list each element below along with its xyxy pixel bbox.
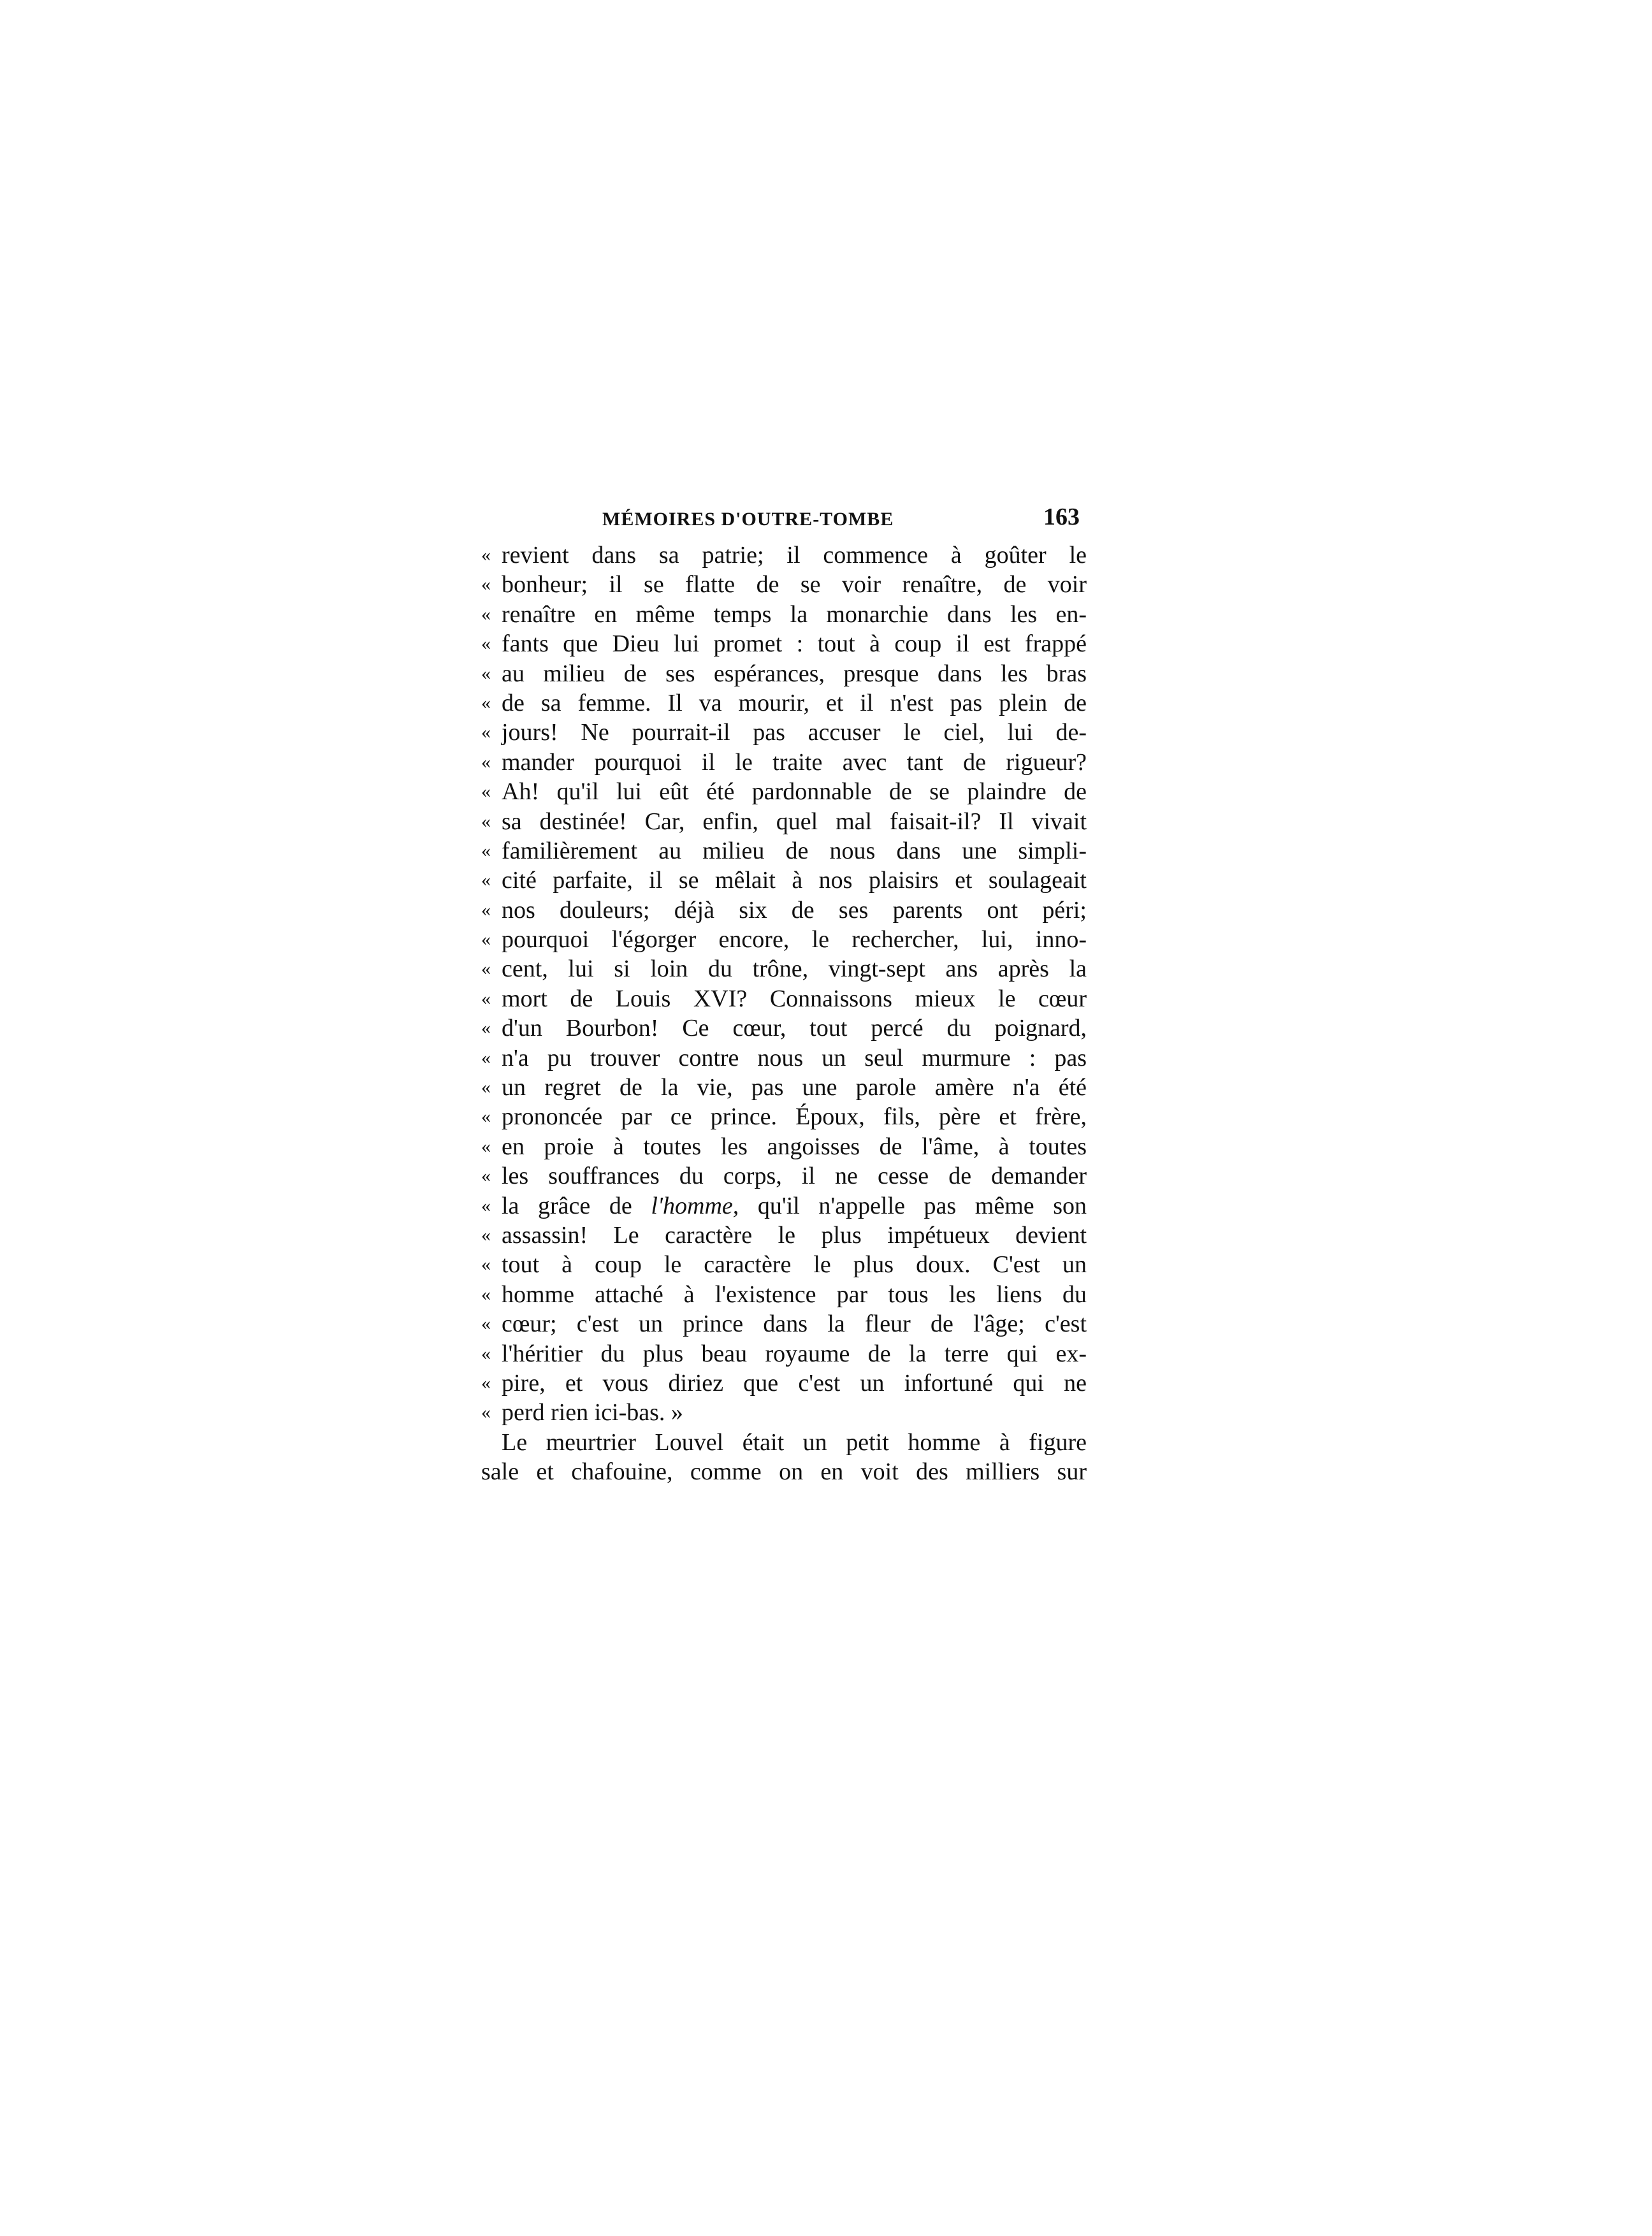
paragraph-line	[481, 1428, 1087, 1457]
quote-line-text: renaître en même temps la monarchie dans les en-	[502, 600, 1087, 628]
quote-line	[481, 629, 1087, 658]
quote-line-text: un regret de la vie, pas une parole amère n'a été	[502, 1074, 1087, 1101]
quote-line-text: nos douleurs; déjà six de ses parents ont péri;	[502, 896, 1087, 924]
quote-line	[481, 1102, 1087, 1131]
quote-line	[481, 600, 1087, 629]
quotation-mark: «	[481, 1224, 491, 1245]
quote-line-text: perd rien ici-bas. »	[502, 1399, 683, 1427]
quote-line-text: bonheur; il se flatte de se voir renaître, de voir	[502, 571, 1087, 599]
quote-line-text: mort de Louis XVI? Connaissons mieux le cœur	[502, 985, 1087, 1012]
quote-line-text: l'héritier du plus beau royaume de la terre qui ex-	[502, 1340, 1087, 1367]
quotation-mark: «	[481, 1313, 491, 1335]
quote-line	[481, 1043, 1087, 1073]
quote-line-text: cent, lui si loin du trône, vingt-sept ans après la	[502, 955, 1087, 983]
quote-line	[481, 925, 1087, 954]
quotation-mark: «	[481, 987, 491, 1009]
quotation-mark: «	[481, 1135, 491, 1157]
quotation-mark: «	[481, 633, 491, 655]
quotation-mark: «	[481, 1372, 491, 1393]
quotation-mark: «	[481, 1077, 491, 1098]
quote-line	[481, 1221, 1087, 1250]
quotation-mark: «	[481, 603, 491, 625]
quote-line	[481, 984, 1087, 1013]
quote-line-text: n'a pu trouver contre nous un seul murmure : pas	[502, 1044, 1087, 1071]
italic-phrase: l'homme,	[651, 1192, 739, 1219]
quote-line	[481, 1132, 1087, 1161]
quote-line	[481, 1073, 1087, 1102]
quote-line	[481, 1398, 1087, 1427]
page-number: 163	[1043, 504, 1080, 530]
running-title: MÉMOIRES D'OUTRE-TOMBE	[602, 509, 894, 530]
quote-line	[481, 807, 1087, 836]
quote-line	[481, 866, 1087, 895]
quote-line	[481, 718, 1087, 747]
quote-line-text: pourquoi l'égorger encore, le rechercher, lui, inno-	[502, 926, 1087, 954]
quote-line	[481, 659, 1087, 688]
quote-line	[481, 1280, 1087, 1309]
quote-line-text: prononcée par ce prince. Époux, fils, père et frère,	[502, 1103, 1087, 1131]
quotation-mark: «	[481, 544, 491, 565]
quotation-mark: «	[481, 1342, 491, 1364]
quotation-mark: «	[481, 1283, 491, 1305]
quote-line	[481, 954, 1087, 984]
quotation-mark: «	[481, 899, 491, 920]
quote-line-text: mander pourquoi il le traite avec tant de rigueur?	[502, 748, 1087, 776]
quote-line-text: homme attaché à l'existence par tous les liens du	[502, 1281, 1087, 1308]
quote-line-text: fants que Dieu lui promet : tout à coup il est frappé	[502, 630, 1087, 658]
quotation-mark: «	[481, 1165, 491, 1187]
quotation-mark: «	[481, 1106, 491, 1128]
quote-line-text: les souffrances du corps, il ne cesse de demander	[502, 1163, 1087, 1190]
quote-line-text: jours! Ne pourrait-il pas accuser le ciel, lui de-	[502, 719, 1087, 746]
quote-line-text: d'un Bourbon! Ce cœur, tout percé du poignard,	[502, 1015, 1087, 1042]
quote-line-text-start: la grâce de	[502, 1192, 632, 1219]
body-text	[481, 541, 1087, 1487]
quote-line	[481, 1309, 1087, 1339]
quote-line-text: en proie à toutes les angoisses de l'âme, à toutes	[502, 1133, 1087, 1160]
paragraph-line	[481, 1457, 1087, 1486]
quote-line	[481, 836, 1087, 866]
quote-line-text: cité parfaite, il se mêlait à nos plaisirs et soulageait	[502, 867, 1087, 894]
quote-line-text: cœur; c'est un prince dans la fleur de l'âge; c'est	[502, 1310, 1087, 1338]
paragraph-line-text: Le meurtrier Louvel était un petit homme à figure	[502, 1428, 1087, 1456]
quote-line	[481, 1250, 1087, 1279]
quotation-mark: «	[481, 692, 491, 713]
quotation-mark: «	[481, 662, 491, 684]
quotation-mark: «	[481, 751, 491, 773]
quote-line-text: de sa femme. Il va mourir, et il n'est pas plein de	[502, 689, 1087, 716]
quote-line-text: sa destinée! Car, enfin, quel mal faisait-il? Il vivait	[502, 808, 1087, 835]
quote-line	[481, 896, 1087, 925]
quote-line-text: revient dans sa patrie; il commence à goûter le	[502, 542, 1087, 569]
quote-line-text: pire, et vous diriez que c'est un infortuné qui ne	[502, 1369, 1087, 1397]
quote-line-text: familièrement au milieu de nous dans une simpli-	[502, 837, 1087, 864]
quote-line	[481, 541, 1087, 570]
quotation-mark: «	[481, 722, 491, 743]
quotation-mark: «	[481, 1047, 491, 1068]
quote-line	[481, 1161, 1087, 1191]
quotation-mark: «	[481, 1194, 491, 1216]
quotation-mark: «	[481, 958, 491, 980]
quote-line	[481, 1013, 1087, 1043]
quote-line-text-end: qu'il n'appelle pas même son	[757, 1192, 1087, 1219]
quote-line	[481, 1339, 1087, 1368]
paragraph-line-text: sale et chafouine, comme on en voit des milliers sur	[481, 1458, 1087, 1486]
quotation-mark: «	[481, 781, 491, 802]
quote-line-text: Ah! qu'il lui eût été pardonnable de se plaindre de	[502, 778, 1087, 806]
quotation-mark: «	[481, 869, 491, 891]
quote-line-text: au milieu de ses espérances, presque dans les bras	[502, 660, 1087, 687]
quote-line	[481, 1191, 1087, 1221]
quote-line	[481, 777, 1087, 806]
quote-line	[481, 688, 1087, 718]
quote-line-text-mixed	[502, 1191, 1087, 1221]
quotation-mark: «	[481, 839, 491, 861]
quotation-mark: «	[481, 1402, 491, 1423]
quotation-mark: «	[481, 1017, 491, 1039]
quotation-mark: «	[481, 810, 491, 832]
quote-line	[481, 570, 1087, 599]
quotation-mark: «	[481, 574, 491, 595]
quote-line	[481, 1368, 1087, 1398]
quotation-mark: «	[481, 1254, 491, 1275]
quotation-mark: «	[481, 929, 491, 950]
quote-line-text: tout à coup le caractère le plus doux. C'est un	[502, 1251, 1087, 1279]
quote-line	[481, 748, 1087, 777]
quote-line-text: assassin! Le caractère le plus impétueux devient	[502, 1221, 1087, 1249]
